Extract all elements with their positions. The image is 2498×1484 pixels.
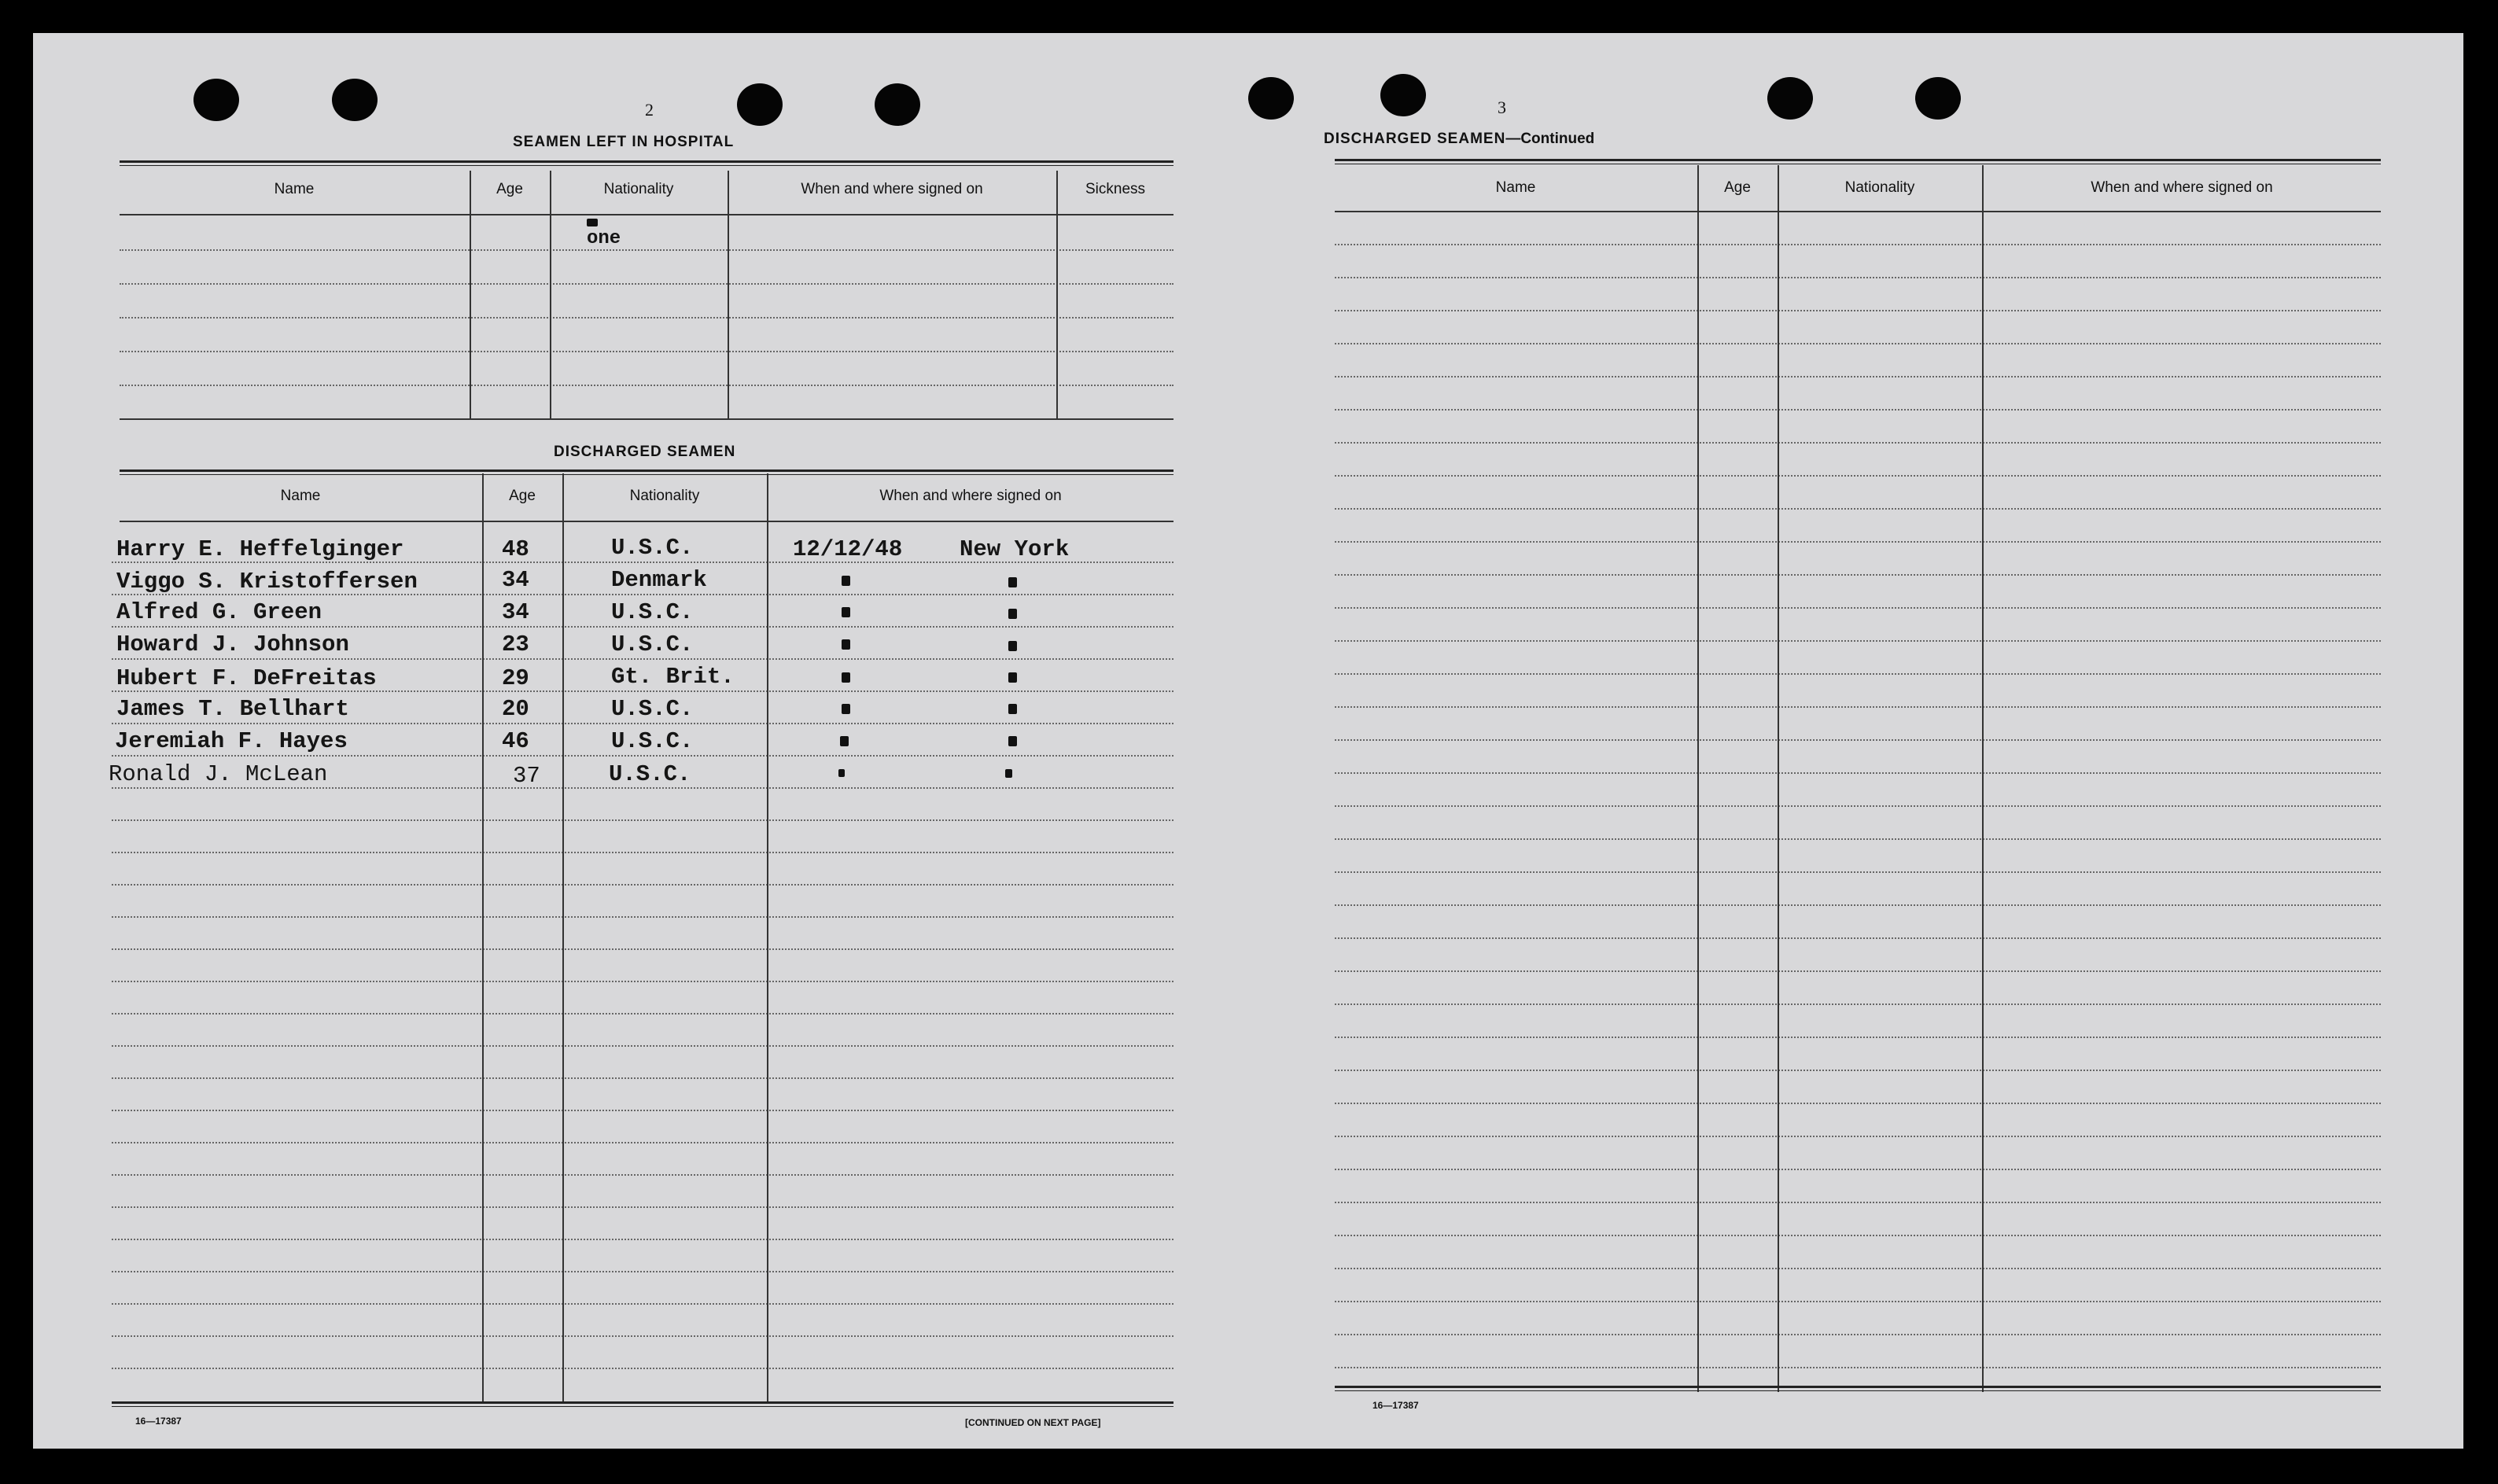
row-line [120,351,1173,352]
column-divider [550,171,551,418]
form-number: 16—17387 [135,1416,182,1427]
row-line [1335,1268,2381,1269]
column-header-signed-on: When and where signed on [2091,179,2273,196]
row-line [1335,970,2381,972]
column-divider [1056,171,1058,418]
column-header-nationality: Nationality [1844,179,1915,196]
section-bottom-rule [120,418,1173,420]
row-line [1335,904,2381,906]
seaman-nationality: U.S.C. [611,696,694,722]
row-line [1335,805,2381,807]
row-line [112,1045,1173,1047]
punch-hole [1915,77,1961,120]
column-header-nationality: Nationality [629,488,700,504]
ditto-mark [1005,769,1012,778]
row-line [1335,1334,2381,1335]
seaman-nationality: U.S.C. [611,535,694,561]
row-line [1335,1367,2381,1368]
seaman-name: Harry E. Heffelginger [116,536,404,562]
row-line [1335,442,2381,444]
seaman-name: Jeremiah F. Hayes [115,728,348,754]
ditto-mark [840,736,849,746]
seaman-age: 48 [502,536,529,562]
row-line [112,1271,1173,1272]
row-line [112,1110,1173,1111]
row-line [1335,574,2381,576]
ditto-mark [842,672,850,683]
seaman-nationality: U.S.C. [609,761,691,787]
title-main: DISCHARGED SEAMEN [1324,131,1506,147]
row-line [1335,376,2381,377]
column-divider [482,473,484,1401]
header-rule [120,214,1173,215]
row-line [112,787,1173,789]
seaman-age: 34 [502,567,529,593]
bottom-rule [1335,1386,2381,1391]
column-header-age: Age [1724,179,1751,196]
row-line [112,723,1173,724]
ditto-mark [842,704,850,714]
ditto-mark [842,576,850,586]
row-line [1335,607,2381,609]
hospital-section-title: SEAMEN LEFT IN HOSPITAL [513,134,735,150]
row-line [1335,706,2381,708]
ditto-mark [1008,704,1017,714]
column-header-signed-on: When and where signed on [879,488,1062,504]
punch-hole [332,79,378,121]
row-line [112,1206,1173,1208]
row-line [1335,937,2381,939]
row-line [120,249,1173,251]
header-rule [120,521,1173,522]
row-line [1335,673,2381,675]
seaman-age: 34 [502,599,529,625]
document-sheet [33,33,2463,1449]
ditto-mark [1008,641,1017,651]
row-line [112,916,1173,918]
row-line [112,658,1173,660]
page-number: 3 [1498,98,1506,117]
row-line [120,385,1173,386]
seaman-age: 46 [502,728,529,754]
ditto-mark [838,769,845,777]
column-divider [562,473,564,1401]
row-line [120,317,1173,319]
row-line [112,1303,1173,1305]
row-line [1335,508,2381,510]
row-line [112,981,1173,982]
row-line [1335,1301,2381,1302]
page-number: 2 [645,100,654,120]
row-line [112,1174,1173,1176]
signed-on-place: New York [960,536,1070,562]
section-rule [120,160,1173,166]
row-line [112,1013,1173,1014]
seaman-nationality: U.S.C. [611,632,694,657]
row-line [1335,1037,2381,1038]
row-line [1335,838,2381,840]
seaman-name: Alfred G. Green [116,599,322,625]
column-header-nationality: Nationality [603,181,674,197]
seaman-age: 23 [502,632,529,657]
row-line [120,283,1173,285]
signed-on-date: 12/12/48 [793,536,903,562]
row-line [112,1142,1173,1143]
seaman-name: Howard J. Johnson [116,632,349,657]
right-page [1248,33,2463,1449]
row-line [112,1335,1173,1337]
header-rule [1335,211,2381,212]
row-line [1335,475,2381,477]
column-header-age: Age [496,181,523,197]
punch-hole [1248,77,1294,120]
ditto-mark [1008,609,1017,619]
row-line [1335,1003,2381,1005]
row-line [1335,640,2381,642]
seaman-name: Hubert F. DeFreitas [116,665,377,691]
row-line [1335,739,2381,741]
ink-mark [587,219,598,226]
ditto-mark [1008,736,1017,746]
row-line [112,626,1173,628]
row-line [1335,541,2381,543]
column-header-name: Name [274,181,315,197]
column-header-name: Name [1495,179,1536,196]
seaman-name: Viggo S. Kristoffersen [116,569,418,595]
seaman-nationality: U.S.C. [611,599,694,625]
form-number: 16—17387 [1372,1400,1419,1411]
seaman-nationality: U.S.C. [611,728,694,754]
column-divider [470,171,471,418]
continued-note: [CONTINUED ON NEXT PAGE] [965,1417,1101,1428]
hospital-note: one [587,228,621,249]
row-line [1335,343,2381,344]
row-line [1335,277,2381,278]
row-line [1335,1103,2381,1104]
column-header-age: Age [509,488,536,504]
seaman-nationality: Gt. Brit. [611,664,735,690]
row-line [1335,1202,2381,1203]
row-line [112,755,1173,757]
seaman-age: 37 [513,763,540,789]
row-line [112,1239,1173,1240]
seaman-nationality: Denmark [611,567,707,593]
seaman-age: 20 [502,696,529,722]
row-line [1335,772,2381,774]
row-line [112,948,1173,950]
punch-hole [1767,77,1813,120]
row-line [1335,244,2381,245]
column-divider [1778,165,1779,1392]
title-continued: —Continued [1505,131,1595,147]
punch-hole [193,79,239,121]
ditto-mark [842,607,850,617]
row-line [1335,310,2381,311]
punch-hole [875,83,920,126]
column-header-sickness: Sickness [1085,181,1146,197]
section-rule [120,470,1173,475]
column-divider [1697,165,1699,1392]
column-divider [1982,165,1984,1392]
discharged-continued-title [1324,131,1594,148]
column-header-name: Name [280,488,321,504]
section-rule [1335,159,2381,164]
row-line [112,852,1173,853]
punch-hole [1380,74,1426,116]
seaman-age: 29 [502,665,529,691]
bottom-rule [112,1401,1173,1407]
punch-hole [737,83,783,126]
column-divider [728,171,729,418]
discharged-section-title: DISCHARGED SEAMEN [554,444,736,460]
row-line [112,1077,1173,1079]
row-line [112,819,1173,821]
seaman-name: James T. Bellhart [116,696,349,722]
row-line [112,1368,1173,1369]
column-header-signed-on: When and where signed on [801,181,983,197]
left-page [33,33,1248,1449]
row-line [112,884,1173,886]
ditto-mark [842,639,850,650]
row-line [1335,1070,2381,1071]
row-line [1335,409,2381,411]
ditto-mark [1008,672,1017,683]
row-line [1335,1169,2381,1170]
row-line [1335,1235,2381,1236]
column-divider [767,473,768,1401]
row-line [1335,1136,2381,1137]
seaman-name: Ronald J. McLean [109,761,328,787]
ditto-mark [1008,577,1017,587]
row-line [1335,871,2381,873]
